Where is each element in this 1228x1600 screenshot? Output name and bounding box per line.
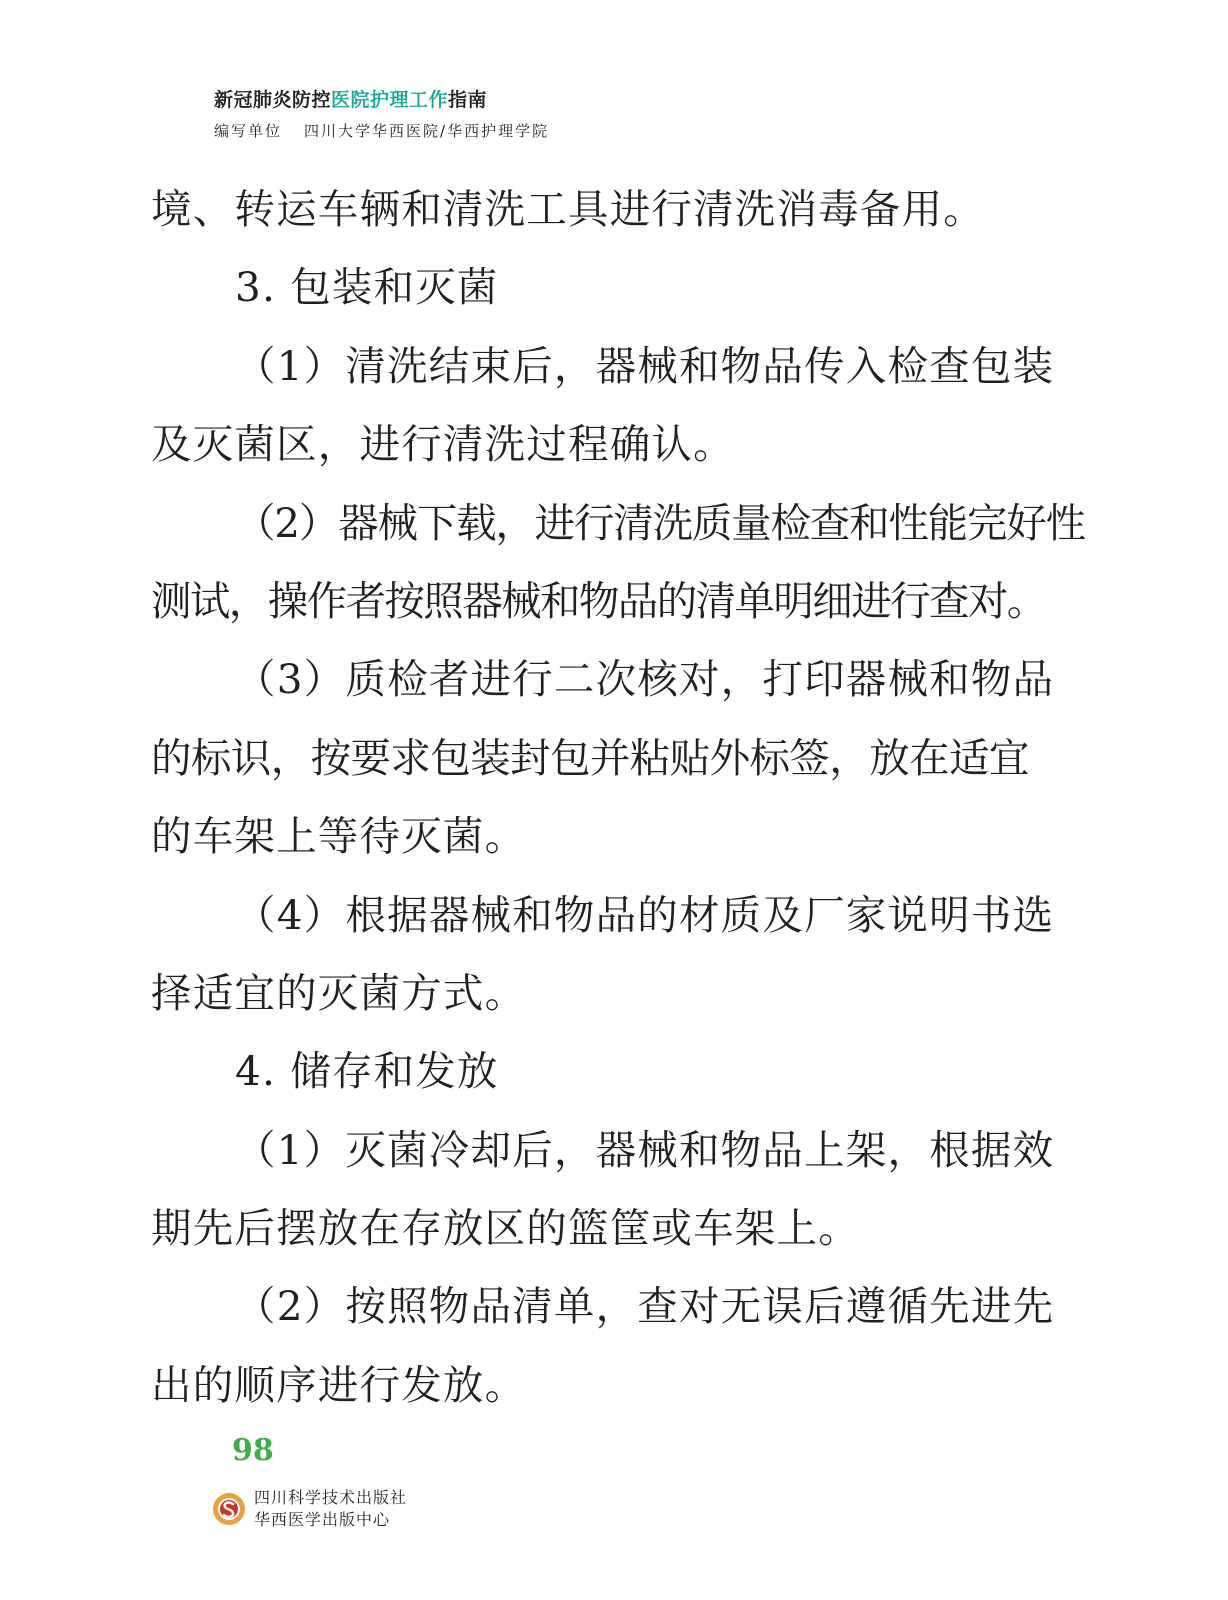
text-line: 及灭菌区，进行清洗过程确认。 (151, 420, 735, 469)
subtitle-label: 编写单位 (214, 122, 283, 140)
page-header (214, 88, 549, 141)
text-line: 境、转运车辆和清洗工具进行清洗消毒备用。 (151, 185, 985, 233)
text-line: 的标识，按要求包装封包并粘贴外标签，放在适宜 (151, 733, 1029, 782)
text-line: 的车架上等待灭菌。 (151, 812, 527, 861)
text-line: （1）灭菌冷却后，器械和物品上架，根据效 (235, 1125, 1055, 1174)
text-line: 期先后摆放在存放区的篮筐或车架上。 (151, 1204, 860, 1253)
running-title-prefix: 新冠肺炎防控 (214, 89, 332, 111)
running-title-suffix: 指南 (448, 89, 488, 111)
publisher-name: 四川科学技术出版社 (254, 1488, 408, 1507)
text-line: （3）质检者进行二次核对，打印器械和物品 (235, 655, 1055, 704)
page-number: 98 (232, 1433, 274, 1468)
publisher-logo-icon (212, 1492, 246, 1526)
text-line: （1）清洗结束后，器械和物品传入检查包装 (235, 341, 1055, 390)
section-heading: 3. 包装和灭菌 (235, 263, 499, 312)
section-heading: 4. 储存和发放 (235, 1047, 499, 1096)
running-subtitle (214, 121, 549, 141)
text-line: （4）根据器械和物品的材质及厂家说明书选 (235, 890, 1055, 939)
publisher-center: 华西医学出版中心 (254, 1510, 391, 1529)
text-line: 出的顺序进行发放。 (151, 1360, 527, 1409)
body-text (151, 181, 1091, 1435)
publisher-imprint (212, 1487, 407, 1531)
running-title (214, 88, 549, 112)
text-line: 测试，操作者按照器械和物品的清单明细进行查对。 (151, 576, 1046, 625)
subtitle-value: 四川大学华西医院/华西护理学院 (304, 122, 550, 140)
text-line: 择适宜的灭菌方式。 (151, 968, 527, 1017)
running-title-accent: 医院护理工作 (331, 89, 449, 111)
text-line: （2）按照物品清单，查对无误后遵循先进先 (235, 1282, 1055, 1331)
text-line: （2）器械下载，进行清洗质量检查和性能完好性 (235, 498, 1085, 547)
